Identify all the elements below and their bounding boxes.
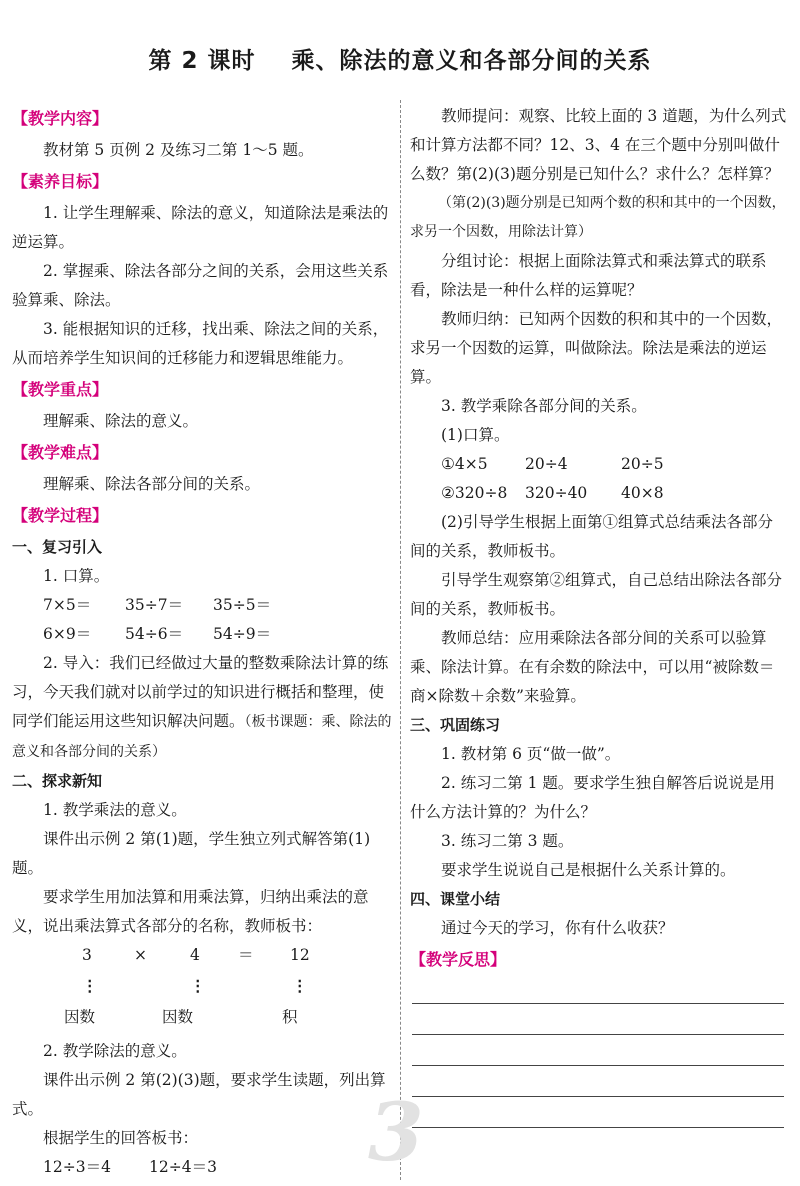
section-explore: 二、探求新知 [12,772,103,790]
process-tag: 【教学过程】 [12,506,109,525]
exercise-3: 3. 练习二第 3 题。 [441,832,574,850]
calc-row-2 [12,620,392,649]
calc-item: 20÷4 [525,455,568,473]
exercise-2: 2. 练习二第 1 题。要求学生独自解答后说说是用什么方法计算的？为什么？ [410,774,775,821]
oral-calc-label: 1. 口算。 [43,567,110,585]
left-column [12,102,392,1182]
key-points-text: 理解乘、除法的意义。 [43,412,199,430]
calc-item: 35÷7＝ [125,596,184,614]
teacher-summary-2: 教师总结：应用乘除法各部分间的关系可以验算乘、除法计算。在有余数的除法中，可以用“被除数＝商×除数＋余数”来验算。 [410,629,775,705]
oral-calc-2: (1)口算。 [441,426,510,444]
board-label: 根据学生的回答板书： [43,1129,199,1147]
lesson-topic: 乘、除法的意义和各部分间的关系 [291,48,652,74]
lesson-number: 第 2 课时 [148,48,256,74]
right-column [410,102,788,1128]
exercise-1: 1. 教材第 6 页“做一做”。 [441,745,621,763]
question-note: （第(2)(3)题分别是已知两个数的积和其中的一个因数，求另一个因数，用除法计算） [410,195,786,240]
difficulties-text: 理解乘、除法各部分间的关系。 [43,475,261,493]
calc-set-1 [410,450,788,479]
calc-item: 20÷5 [621,455,664,473]
eq-name-factor: 因数 [64,1008,96,1026]
calc-item: ①4×5 [441,455,488,473]
calc-item: ②320÷8 [441,484,508,502]
div-meaning: 2. 教学除法的意义。 [43,1042,187,1060]
calc-set-2 [410,479,788,508]
exercise-3-requirement: 要求学生说说自己是根据什么关系计算的。 [441,861,736,879]
summary-question: 通过今天的学习，你有什么收获？ [441,919,674,937]
eq-times: × [134,946,147,964]
calc-item: 320÷40 [525,484,588,502]
content-text: 教材第 5 页例 2 及练习二第 1～5 题。 [43,141,314,159]
eq-factor-1: 3 [82,946,92,964]
teacher-summary-1: 教师归纳：已知两个因数的积和其中的一个因数，求另一个因数的运算，叫做除法。除法是乘法的逆运算。 [410,310,783,386]
content-tag: 【教学内容】 [12,109,109,128]
calc-item: 40×8 [621,484,664,502]
teacher-question: 教师提问：观察、比较上面的 3 道题，为什么列式和计算方法都不同？12、3、4 在三个题中分别叫做什么数？第(2)(3)题分别是已知什么？求什么？怎样算？ [410,107,787,183]
requirement-1: 要求学生用加法算和用乘法算，归纳出乘法的意义，说出乘法算式各部分的名称，教师板书： [12,888,369,935]
multiplication-diagram [12,941,392,1037]
eq-dots: ⋮ [190,976,206,995]
board-equations [12,1153,392,1182]
section-practice: 三、巩固练习 [410,716,501,734]
calc-item: 54÷6＝ [125,625,184,643]
intro-text [12,649,392,767]
eq-name-factor: 因数 [162,1008,194,1026]
goals-tag: 【素养目标】 [12,172,109,191]
page-title [0,42,800,75]
eq-dots: ⋮ [82,976,98,995]
goal-1: 1. 让学生理解乘、除法的意义，知道除法是乘法的逆运算。 [12,204,389,251]
key-points-tag: 【教学重点】 [12,380,109,399]
goal-3: 3. 能根据知识的迁移，找出乘、除法之间的关系，从而培养学生知识间的迁移能力和逻辑思维能力。 [12,320,389,367]
calc-row-1 [12,591,392,620]
courseware-1: 课件出示例 2 第(1)题，学生独立列式解答第(1)题。 [12,830,371,877]
eq-equals: ＝ [238,946,254,964]
board-eq: 12÷4＝3 [149,1158,217,1176]
reflection-tag: 【教学反思】 [410,950,507,969]
eq-factor-2: 4 [190,946,200,964]
calc-item: 7×5＝ [43,596,92,614]
eq-dots: ⋮ [292,976,308,995]
teach-relations: 3. 教学乘除各部分间的关系。 [441,397,647,415]
guide-division: 引导学生观察第②组算式，自己总结出除法各部分间的关系，教师板书。 [410,571,783,618]
intro-note: （板书课题：乘、除法的意义和各部分间的关系） [12,714,392,760]
courseware-2: 课件出示例 2 第(2)(3)题，要求学生读题，列出算式。 [12,1071,386,1118]
calc-item: 54÷9＝ [213,625,272,643]
calc-item: 35÷5＝ [213,596,272,614]
difficulties-tag: 【教学难点】 [12,443,109,462]
guide-multiplication: (2)引导学生根据上面第①组算式总结乘法各部分间的关系，教师板书。 [410,513,773,560]
mul-meaning: 1. 教学乘法的意义。 [43,801,187,819]
goal-2: 2. 掌握乘、除法各部分之间的关系，会用这些关系验算乘、除法。 [12,262,389,309]
section-summary: 四、课堂小结 [410,890,501,908]
group-discussion: 分组讨论：根据上面除法算式和乘法算式的联系看，除法是一种什么样的运算呢？ [410,252,767,299]
column-divider [400,100,401,1180]
board-eq: 12÷3＝4 [43,1158,111,1176]
intro-main: 2. 导入：我们已经做过大量的整数乘除法计算的练习，今天我们就对以前学过的知识进行概括和整理，使同学们能运用这些知识解决问题。 [12,654,389,730]
calc-item: 6×9＝ [43,625,92,643]
eq-product: 12 [290,946,310,964]
section-review: 一、复习引入 [12,538,103,556]
eq-name-product: 积 [282,1008,298,1026]
reflection-line[interactable] [412,1127,784,1128]
page-number: 3 [368,1085,424,1179]
